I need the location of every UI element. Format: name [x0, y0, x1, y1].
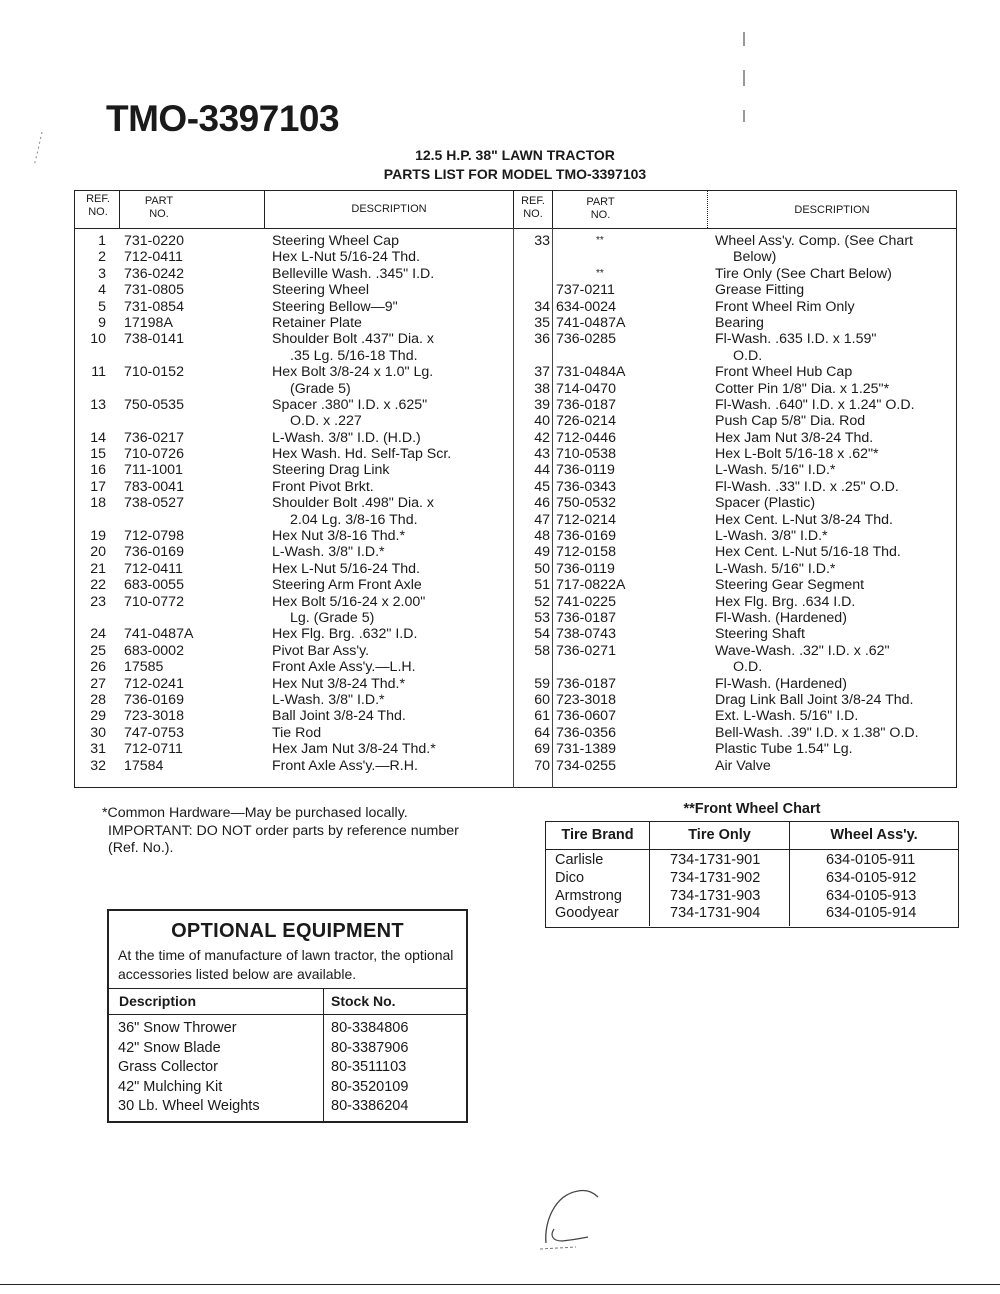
parts-row — [513, 413, 957, 429]
tire-part-no: 734-1731-902 — [670, 869, 761, 886]
part-no: 736-0169 — [124, 691, 184, 708]
part-no: 723-3018 — [556, 691, 616, 708]
wheel-part-no: 634-0105-912 — [826, 869, 917, 886]
equipment-description: 36" Snow Thrower — [118, 1020, 237, 1036]
part-description: Shoulder Bolt .498" Dia. x — [272, 495, 434, 512]
ref-no: 27 — [90, 675, 106, 692]
parts-row — [74, 741, 514, 757]
part-no: 712-0798 — [124, 528, 184, 545]
parts-row — [513, 594, 957, 610]
parts-list-left — [74, 233, 514, 774]
ref-no: 23 — [90, 593, 106, 610]
part-no: 634-0024 — [556, 298, 616, 315]
ref-no: 4 — [98, 282, 106, 299]
ref-no: 50 — [534, 560, 550, 577]
part-no: 17198A — [124, 314, 173, 331]
ref-no: 42 — [534, 429, 550, 446]
scan-marks — [28, 130, 48, 170]
divider — [109, 1014, 466, 1015]
ref-no: 52 — [534, 593, 550, 610]
ref-no: 54 — [534, 626, 550, 643]
ref-no: 11 — [91, 364, 106, 381]
ref-no: 9 — [98, 314, 106, 331]
header-description: DESCRIPTION — [794, 204, 870, 216]
parts-row — [74, 544, 514, 560]
parts-row — [74, 348, 514, 364]
divider — [546, 849, 958, 850]
equipment-stock-no: 80-3386204 — [331, 1098, 409, 1115]
tire-brand: Goodyear — [555, 905, 619, 922]
part-description: Front Wheel Hub Cap — [715, 364, 853, 381]
part-description: Tire Only (See Chart Below) — [715, 265, 892, 282]
part-no: 747-0753 — [124, 724, 184, 741]
part-no: 736-0187 — [556, 675, 616, 692]
part-description: O.D. x .227 — [290, 413, 362, 430]
parts-row — [74, 512, 514, 528]
ref-no: 40 — [534, 413, 550, 430]
part-no: 712-0241 — [124, 675, 184, 692]
parts-row — [513, 348, 957, 364]
parts-row — [513, 708, 957, 724]
parts-row — [513, 676, 957, 692]
ref-no: 37 — [534, 364, 550, 381]
wheel-part-no: 634-0105-913 — [826, 887, 917, 904]
parts-row — [513, 626, 957, 642]
ref-no: 21 — [90, 560, 106, 577]
part-description: Steering Drag Link — [272, 462, 390, 479]
part-no: 711-1001 — [124, 462, 183, 479]
ref-no: 70 — [534, 757, 550, 774]
part-description: Fl-Wash. (Hardened) — [715, 609, 847, 626]
part-description: Bell-Wash. .39" I.D. x 1.38" O.D. — [715, 724, 919, 741]
part-description: Cotter Pin 1/8" Dia. x 1.25"* — [715, 380, 890, 397]
part-description: Hex Cent. L-Nut 3/8-24 Thd. — [715, 511, 893, 528]
part-description: Hex L-Nut 5/16-24 Thd. — [272, 249, 420, 266]
part-description: Ball Joint 3/8-24 Thd. — [272, 708, 406, 725]
part-no: 736-0169 — [556, 528, 616, 545]
ref-no: 2 — [98, 249, 106, 266]
part-no: ** — [596, 235, 604, 246]
common-hardware-note: *Common Hardware—May be purchased locally. IMPORTANT: DO NOT order parts by reference number (Ref. No.). — [102, 805, 459, 856]
page-bottom-rule — [0, 1284, 1000, 1285]
part-description: O.D. — [733, 347, 763, 364]
ref-no: 59 — [534, 675, 550, 692]
part-no: 750-0535 — [124, 396, 184, 413]
parts-row — [74, 643, 514, 659]
equipment-stock-no: 80-3387906 — [331, 1039, 409, 1056]
header-rule — [74, 228, 957, 229]
part-no: 710-0152 — [124, 364, 184, 381]
part-no: 736-0356 — [556, 724, 616, 741]
parts-row — [513, 266, 957, 282]
ref-no: 64 — [534, 724, 550, 741]
parts-row — [513, 577, 957, 593]
part-no: 710-0726 — [124, 446, 184, 463]
wheel-chart-table — [545, 821, 959, 928]
wheel-part-no: 634-0105-911 — [826, 852, 916, 868]
ref-no: 36 — [534, 331, 550, 348]
ref-no: 17 — [90, 478, 106, 495]
part-description: Front Pivot Brkt. — [272, 478, 374, 495]
part-description: Hex Jam Nut 3/8-24 Thd. — [715, 429, 874, 446]
part-description: Hex Bolt 3/8-24 x 1.0" Lg. — [272, 364, 434, 381]
parts-row — [74, 381, 514, 397]
tire-part-no: 734-1731-904 — [670, 905, 761, 922]
ref-no: 20 — [90, 544, 106, 561]
part-description: Hex Cent. L-Nut 5/16-18 Thd. — [715, 544, 901, 561]
parts-row — [513, 495, 957, 511]
ref-no: 48 — [534, 528, 550, 545]
header-part-no: PART NO. — [144, 195, 174, 220]
ref-no: 60 — [534, 691, 550, 708]
tire-brand: Dico — [555, 869, 585, 886]
parts-row — [74, 282, 514, 298]
parts-row — [513, 512, 957, 528]
ref-no: 44 — [534, 462, 550, 479]
part-description: Steering Gear Segment — [715, 577, 865, 594]
part-no: 712-0446 — [556, 429, 616, 446]
part-no: 734-0255 — [556, 757, 616, 774]
part-no: 738-0141 — [124, 331, 184, 348]
parts-row — [74, 430, 514, 446]
parts-row — [74, 676, 514, 692]
part-description: L-Wash. 3/8" I.D.* — [272, 691, 385, 708]
divider — [323, 988, 324, 1123]
part-no: 712-0711 — [124, 741, 183, 758]
parts-row — [74, 249, 514, 265]
parts-row — [74, 479, 514, 495]
part-no: 736-0285 — [556, 331, 616, 348]
part-no: 710-0772 — [124, 593, 184, 610]
ref-no: 1 — [98, 233, 106, 249]
part-no: 731-0805 — [124, 282, 184, 299]
column-header-tire-only: Tire Only — [688, 827, 751, 843]
parts-row — [74, 364, 514, 380]
ref-no: 16 — [90, 462, 106, 479]
ref-no: 38 — [534, 380, 550, 397]
part-no: ** — [596, 267, 604, 279]
ref-no: 15 — [90, 446, 106, 463]
header-ref-no: REF. NO. — [521, 195, 545, 220]
parts-row — [513, 381, 957, 397]
part-no: 783-0041 — [124, 478, 184, 495]
part-description: Front Axle Ass'y.—L.H. — [272, 659, 416, 676]
ref-no: 39 — [534, 396, 550, 413]
part-description: Hex Nut 3/8-24 Thd.* — [272, 675, 406, 692]
scan-marks — [740, 30, 750, 125]
part-description: (Grade 5) — [290, 380, 351, 397]
parts-row — [74, 495, 514, 511]
part-description: O.D. — [733, 659, 763, 676]
ref-no: 13 — [90, 396, 106, 413]
part-description: L-Wash. 3/8" I.D. (H.D.) — [272, 429, 421, 446]
parts-row — [74, 692, 514, 708]
part-description: Push Cap 5/8" Dia. Rod — [715, 413, 866, 430]
ref-no: 26 — [90, 659, 106, 676]
ref-no: 51 — [534, 577, 550, 594]
column-header-stock-no: Stock No. — [331, 993, 396, 1009]
part-no: 741-0487A — [556, 314, 626, 331]
ref-no: 5 — [98, 298, 106, 315]
part-no: 712-0411 — [124, 560, 183, 577]
part-no: 731-0220 — [124, 233, 184, 249]
part-description: Lg. (Grade 5) — [290, 609, 375, 626]
optional-equipment-box — [107, 909, 468, 1123]
part-description: Front Axle Ass'y.—R.H. — [272, 757, 418, 774]
parts-row — [513, 610, 957, 626]
part-no: 736-0169 — [124, 544, 184, 561]
parts-row — [513, 561, 957, 577]
part-description: Fl-Wash. .635 I.D. x 1.59" — [715, 331, 877, 348]
ref-no: 35 — [534, 314, 550, 331]
part-description: Hex Flg. Brg. .632" I.D. — [272, 626, 418, 643]
parts-row — [513, 299, 957, 315]
equipment-description: 30 Lb. Wheel Weights — [118, 1098, 260, 1115]
part-no: 737-0211 — [556, 282, 615, 299]
parts-row — [74, 266, 514, 282]
parts-row — [74, 397, 514, 413]
part-no: 17585 — [124, 659, 164, 676]
part-no: 741-0225 — [556, 593, 616, 610]
tire-part-no: 734-1731-901 — [670, 852, 761, 868]
parts-row — [513, 315, 957, 331]
column-header-description: Description — [119, 993, 197, 1009]
equipment-stock-no: 80-3511103 — [331, 1059, 407, 1076]
model-title: TMO-3397103 — [106, 98, 340, 139]
ref-no: 25 — [90, 642, 106, 659]
parts-row — [513, 528, 957, 544]
parts-row — [513, 643, 957, 659]
column-header-wheel-assy: Wheel Ass'y. — [830, 827, 918, 843]
part-no: 736-0119 — [556, 560, 615, 577]
part-description: Grease Fitting — [715, 282, 805, 299]
parts-row — [513, 544, 957, 560]
ref-no: 43 — [534, 446, 550, 463]
parts-row — [513, 446, 957, 462]
parts-row — [513, 364, 957, 380]
ref-no: 19 — [90, 528, 106, 545]
part-no: 750-0532 — [556, 495, 616, 512]
part-no: 736-0119 — [556, 462, 615, 479]
parts-row — [513, 741, 957, 757]
ref-no: 14 — [90, 429, 106, 446]
part-description: Steering Wheel Cap — [272, 233, 399, 249]
ref-no: 29 — [90, 708, 106, 725]
part-description: Retainer Plate — [272, 314, 362, 331]
part-no: 723-3018 — [124, 708, 184, 725]
part-no: 736-0217 — [124, 429, 184, 446]
part-description: Fl-Wash. .33" I.D. x .25" O.D. — [715, 478, 899, 495]
part-no: 731-1389 — [556, 741, 616, 758]
parts-row — [513, 692, 957, 708]
part-description: L-Wash. 3/8" I.D.* — [272, 544, 385, 561]
parts-row — [74, 462, 514, 478]
parts-list-right — [513, 233, 957, 774]
part-no: 736-0187 — [556, 396, 616, 413]
ref-no: 30 — [90, 724, 106, 741]
part-no: 736-0343 — [556, 478, 616, 495]
parts-row — [513, 725, 957, 741]
ref-no: 18 — [90, 495, 106, 512]
part-description: Hex L-Nut 5/16-24 Thd. — [272, 560, 420, 577]
parts-row — [74, 315, 514, 331]
part-no: 712-0214 — [556, 511, 616, 528]
part-description: Steering Arm Front Axle — [272, 577, 422, 594]
part-description: Drag Link Ball Joint 3/8-24 Thd. — [715, 691, 914, 708]
parts-row — [74, 577, 514, 593]
part-description: Pivot Bar Ass'y. — [272, 642, 370, 659]
parts-row — [513, 282, 957, 298]
part-description: Fl-Wash. (Hardened) — [715, 675, 847, 692]
part-no: 717-0822A — [556, 577, 626, 594]
equipment-description: Grass Collector — [118, 1059, 218, 1076]
ref-no: 33 — [534, 233, 550, 249]
parts-row — [74, 331, 514, 347]
header-ref-no: REF. NO. — [86, 193, 110, 218]
part-description: Fl-Wash. .640" I.D. x 1.24" O.D. — [715, 396, 915, 413]
parts-row — [74, 528, 514, 544]
part-description: Spacer .380" I.D. x .625" — [272, 396, 428, 413]
parts-row — [513, 462, 957, 478]
part-description: Ext. L-Wash. 5/16" I.D. — [715, 708, 859, 725]
ref-no: 28 — [90, 691, 106, 708]
parts-row — [513, 479, 957, 495]
parts-row — [74, 446, 514, 462]
part-description: Spacer (Plastic) — [715, 495, 816, 512]
ref-no: 3 — [98, 265, 106, 282]
scan-smudge — [536, 1183, 606, 1255]
ref-no: 32 — [90, 757, 106, 774]
parts-row — [513, 659, 957, 675]
ref-no: 45 — [534, 478, 550, 495]
equipment-stock-no: 80-3520109 — [331, 1078, 409, 1095]
parts-row — [513, 397, 957, 413]
optional-equipment-title: OPTIONAL EQUIPMENT — [171, 920, 404, 942]
part-description: Plastic Tube 1.54" Lg. — [715, 741, 853, 758]
parts-row — [513, 249, 957, 265]
part-no: 683-0055 — [124, 577, 184, 594]
part-no: 736-0607 — [556, 708, 616, 725]
part-description: Steering Wheel — [272, 282, 369, 299]
divider — [109, 988, 466, 989]
equipment-description: 42" Snow Blade — [118, 1039, 221, 1056]
part-description: Hex Bolt 5/16-24 x 2.00" — [272, 593, 426, 610]
part-no: 712-0411 — [124, 249, 183, 266]
part-description: Hex Wash. Hd. Self-Tap Scr. — [272, 446, 452, 463]
subtitle-parts-list: PARTS LIST FOR MODEL TMO-3397103 — [383, 166, 647, 182]
header-part-no: PART NO. — [586, 196, 615, 221]
part-description: Shoulder Bolt .437" Dia. x — [272, 331, 434, 348]
parts-row — [74, 594, 514, 610]
part-no: 683-0002 — [124, 642, 184, 659]
column-header-tire-brand: Tire Brand — [561, 827, 634, 843]
part-no: 731-0854 — [124, 298, 184, 315]
part-description: Wave-Wash. .32" I.D. x .62" — [715, 642, 890, 659]
ref-no: 58 — [534, 642, 550, 659]
part-description: Front Wheel Rim Only — [715, 298, 855, 315]
parts-row — [74, 725, 514, 741]
part-description: Steering Shaft — [715, 626, 805, 643]
parts-row — [74, 233, 514, 249]
part-description: L-Wash. 3/8" I.D.* — [715, 528, 828, 545]
part-description: Bearing — [715, 314, 764, 331]
part-no: 710-0538 — [556, 446, 616, 463]
ref-no: 24 — [90, 626, 106, 643]
wheel-chart-title: **Front Wheel Chart — [683, 801, 821, 817]
parts-row — [74, 659, 514, 675]
parts-row — [513, 233, 957, 249]
parts-row — [74, 299, 514, 315]
optional-equipment-intro: At the time of manufacture of lawn tractor, the optional accessories listed below are available. — [118, 947, 454, 982]
parts-row — [74, 758, 514, 774]
part-no: 714-0470 — [556, 380, 616, 397]
ref-no: 69 — [534, 741, 550, 758]
part-no: 736-0187 — [556, 609, 616, 626]
part-no: 738-0527 — [124, 495, 184, 512]
ref-no: 49 — [534, 544, 550, 561]
part-no: 738-0743 — [556, 626, 616, 643]
part-no: 736-0242 — [124, 265, 184, 282]
part-description: Belleville Wash. .345" I.D. — [272, 265, 435, 282]
tire-brand: Armstrong — [555, 887, 622, 904]
ref-no: 53 — [534, 609, 550, 626]
equipment-stock-no: 80-3384806 — [331, 1020, 409, 1036]
part-description: Hex L-Bolt 5/16-18 x .62"* — [715, 446, 879, 463]
part-description: L-Wash. 5/16" I.D.* — [715, 560, 836, 577]
tire-part-no: 734-1731-903 — [670, 887, 761, 904]
ref-no: 31 — [90, 741, 106, 758]
part-description: Hex Nut 3/8-16 Thd.* — [272, 528, 406, 545]
part-description: Steering Bellow—9" — [272, 298, 398, 315]
part-no: 17584 — [124, 757, 164, 774]
part-no: 726-0214 — [556, 413, 616, 430]
parts-row — [513, 430, 957, 446]
part-no: 736-0271 — [556, 642, 616, 659]
parts-row — [513, 331, 957, 347]
part-description: .35 Lg. 5/16-18 Thd. — [290, 347, 418, 364]
parts-row — [74, 610, 514, 626]
part-description: Tie Rod — [272, 724, 322, 741]
header-description: DESCRIPTION — [351, 203, 427, 215]
ref-no: 46 — [534, 495, 550, 512]
parts-row — [74, 413, 514, 429]
equipment-description: 42" Mulching Kit — [118, 1078, 223, 1095]
parts-row — [74, 708, 514, 724]
parts-row — [74, 626, 514, 642]
part-description: 2.04 Lg. 3/8-16 Thd. — [290, 511, 418, 528]
parts-row — [74, 561, 514, 577]
wheel-part-no: 634-0105-914 — [826, 905, 917, 922]
subtitle-tractor: 12.5 H.P. 38" LAWN TRACTOR — [415, 147, 615, 163]
ref-no: 47 — [534, 511, 550, 528]
part-no: 731-0484A — [556, 364, 626, 381]
part-description: Air Valve — [715, 757, 771, 774]
ref-no: 10 — [90, 331, 106, 348]
part-description: Wheel Ass'y. Comp. (See Chart — [715, 233, 913, 249]
part-description: Below) — [733, 249, 777, 266]
part-description: Hex Flg. Brg. .634 I.D. — [715, 593, 856, 610]
tire-brand: Carlisle — [555, 852, 604, 868]
ref-no: 22 — [90, 577, 106, 594]
ref-no: 34 — [534, 298, 550, 315]
part-description: L-Wash. 5/16" I.D.* — [715, 462, 836, 479]
part-description: Hex Jam Nut 3/8-24 Thd.* — [272, 741, 436, 758]
parts-row — [513, 758, 957, 774]
ref-no: 61 — [534, 708, 550, 725]
part-no: 712-0158 — [556, 544, 616, 561]
part-no: 741-0487A — [124, 626, 194, 643]
